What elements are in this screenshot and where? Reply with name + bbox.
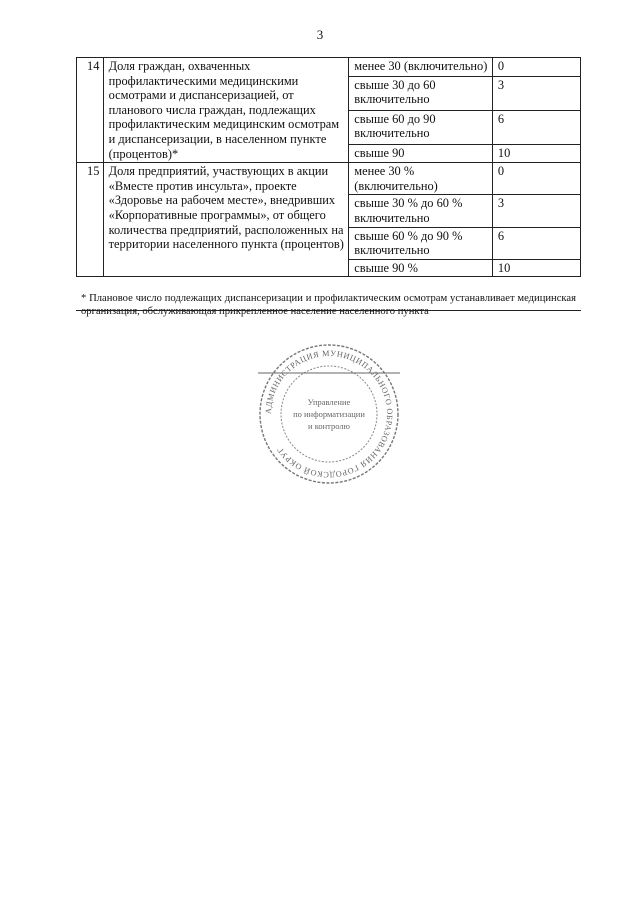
range-cell: свыше 30 до 60 включительно bbox=[349, 76, 493, 110]
score-cell: 6 bbox=[492, 227, 580, 259]
stamp-center-line: и контролю bbox=[308, 421, 350, 431]
range-cell: свыше 90 % bbox=[349, 259, 493, 277]
score-cell: 3 bbox=[492, 76, 580, 110]
range-cell: менее 30 % (включительно) bbox=[349, 163, 493, 195]
stamp-ring-text: АДМИНИСТРАЦИЯ МУНИЦИПАЛЬНОГО ОБРАЗОВАНИЯ ГОРОДСКОЙ ОКРУГ bbox=[263, 348, 395, 480]
range-cell: свыше 60 до 90 включительно bbox=[349, 110, 493, 144]
stamp-center-line: по информатизации bbox=[293, 409, 365, 419]
range-cell: менее 30 (включительно) bbox=[349, 58, 493, 77]
page-number: 3 bbox=[316, 27, 324, 42]
score-cell: 0 bbox=[492, 163, 580, 195]
footnote: * Плановое число подлежащих диспансеризации и профилактическим осмотрам устанавливает медицинская организация, обслуживающая прикрепленное население населенного пункта bbox=[81, 293, 576, 317]
stamp-seal bbox=[258, 343, 400, 485]
footnote-divider bbox=[76, 310, 581, 311]
table-row bbox=[77, 163, 581, 195]
criterion-description: Доля предприятий, участвующих в акции «Вместе против инсульта», проекте «Здоровье на рабочем месте», внедривших «Корпоративные программы», от общего количества предприятий, расположенных на территории населенного пункта (процентов) bbox=[103, 163, 349, 277]
score-cell: 6 bbox=[492, 110, 580, 144]
score-cell: 3 bbox=[492, 195, 580, 227]
row-number: 15 bbox=[77, 163, 104, 277]
range-cell: свыше 60 % до 90 % включительно bbox=[349, 227, 493, 259]
row-number: 14 bbox=[77, 58, 104, 163]
table-row bbox=[77, 58, 581, 77]
score-cell: 10 bbox=[492, 259, 580, 277]
criteria-table bbox=[76, 57, 581, 277]
range-cell: свыше 30 % до 60 % включительно bbox=[349, 195, 493, 227]
stamp-center-line: Управление bbox=[307, 397, 351, 407]
range-cell: свыше 90 bbox=[349, 144, 493, 163]
score-cell: 10 bbox=[492, 144, 580, 163]
criterion-description: Доля граждан, охваченных профилактическими медицинскими осмотрами и диспансеризацией, от планового числа граждан, подлежащих профилактическим медицинским осмотрам и диспансеризации, в населенном пункте (процентов)* bbox=[103, 58, 349, 163]
score-cell: 0 bbox=[492, 58, 580, 77]
